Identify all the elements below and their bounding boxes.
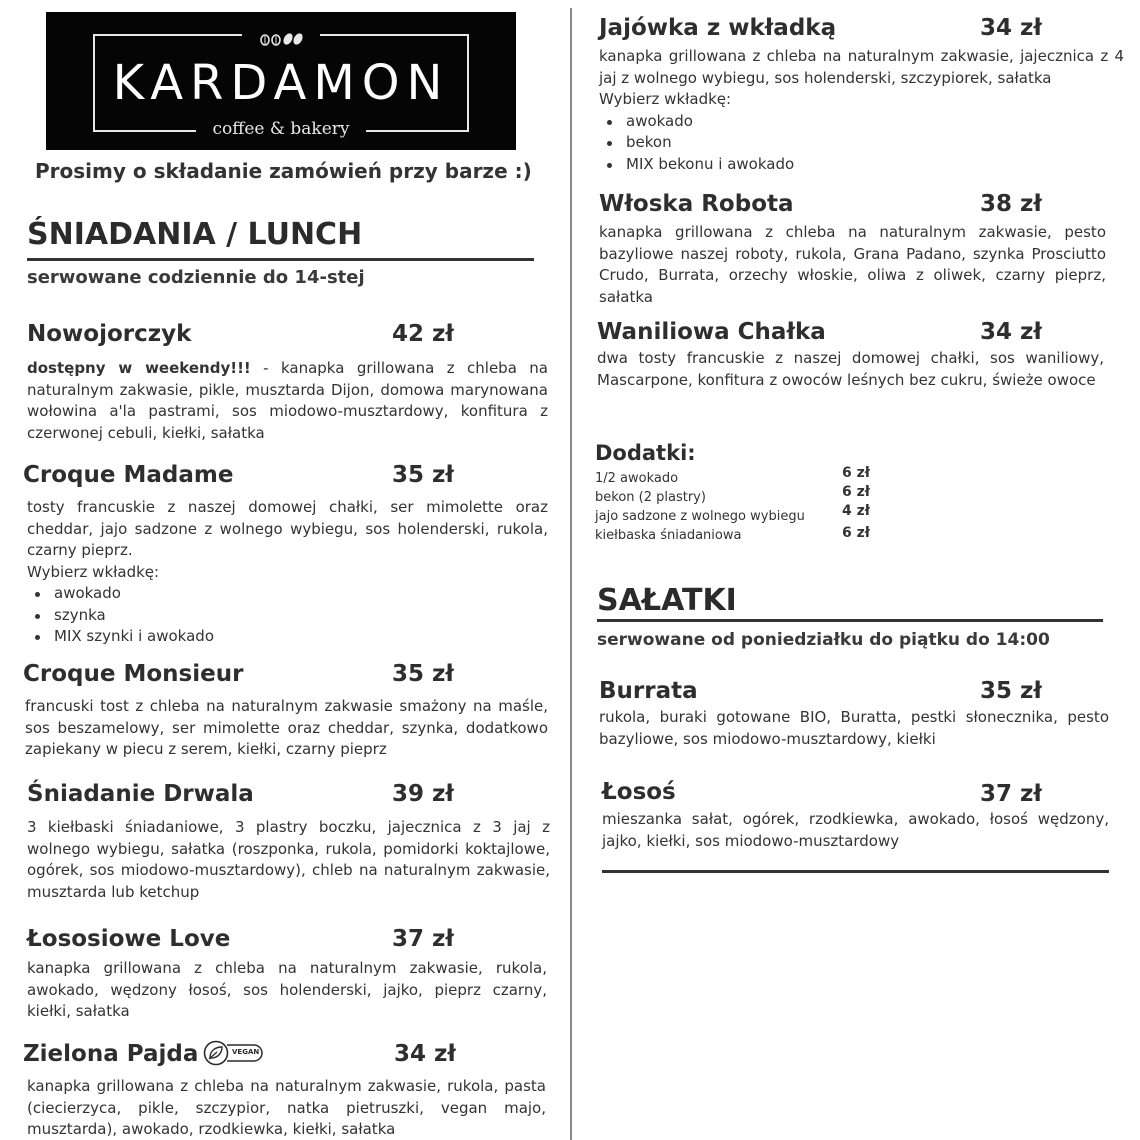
filling-option: MIX bekonu i awokado xyxy=(599,154,1124,176)
item-description: kanapka grillowana z chleba na naturalnym zakwasie, rukola, pasta (ciecierzyca, pikle, szczypior, natka pietruszki, vegan majo, musztarda), awokado, rzodkiewka, kiełki, sałatka xyxy=(27,1077,546,1138)
item-description: rukola, buraki gotowane BIO, Buratta, pestki słonecznika, pesto bazyliowe, sos miodowo-musztardowy, kiełki xyxy=(599,708,1109,748)
vegan-badge-label: VEGAN xyxy=(232,1048,260,1056)
item-name: Croque Madame xyxy=(23,462,234,488)
item-name: Jajówka z wkładką xyxy=(599,15,837,41)
filling-option: szynka xyxy=(27,605,548,627)
item-details xyxy=(599,46,1124,175)
item-name: Croque Monsieur xyxy=(23,661,244,687)
column-divider xyxy=(570,8,572,1140)
item-name: Burrata xyxy=(599,678,698,704)
salads-heading-rule xyxy=(597,619,1103,622)
kardamon-logo xyxy=(46,12,516,150)
item-price: 35 zł xyxy=(392,661,454,687)
addon-row xyxy=(595,467,875,486)
logo-name: KARDAMON xyxy=(112,55,450,111)
addon-name: bekon (2 plastry) xyxy=(595,490,706,505)
choose-filling-label: Wybierz wkładkę: xyxy=(27,562,160,581)
salads-end-rule xyxy=(602,870,1109,873)
vegan-badge xyxy=(202,1040,266,1066)
addon-price: 6 zł xyxy=(842,465,870,481)
filling-option: awokado xyxy=(599,111,1124,133)
item-description: dostępny w weekendy!!! - kanapka grillowana z chleba na naturalnym zakwasie, pikle, musztarda Dijon, domowa marynowana wołowina a'la pastrami, sos miodowo-musztardowy, konfitura z czerwonej cebuli, kiełki, sałatka xyxy=(27,359,548,442)
item-description: tosty francuskie z naszej domowej chałki, ser mimolette oraz cheddar, jajo sadzone z wolnego wybiegu, sos holenderski, rukola, czarny pieprz. xyxy=(27,498,548,559)
addon-price: 6 zł xyxy=(842,484,870,500)
item-description: mieszanka sałat, ogórek, rzodkiewka, awokado, łosoś wędzony, jajko, kiełki, sos miodowo-musztardowy xyxy=(602,810,1109,850)
breakfast-heading: ŚNIADANIA / LUNCH xyxy=(27,217,363,252)
breakfast-subheading: serwowane codziennie do 14-stej xyxy=(27,267,365,288)
item-description: kanapka grillowana z chleba na naturalnym zakwasie, pesto bazyliowe naszej roboty, rukola, Grana Padano, szynka Prosciutto Crudo, Burrata, orzechy włoskie, oliwa z oliwek, czarny pieprz, sałatka xyxy=(599,223,1106,306)
addon-row xyxy=(595,505,875,524)
addon-row xyxy=(595,486,875,505)
item-price: 37 zł xyxy=(980,781,1042,807)
addon-row xyxy=(595,524,875,543)
item-price: 34 zł xyxy=(394,1041,456,1067)
addon-name: 1/2 awokado xyxy=(595,471,679,486)
item-price: 35 zł xyxy=(392,462,454,488)
item-price: 34 zł xyxy=(980,15,1042,41)
item-price: 38 zł xyxy=(980,191,1042,217)
logo-subtitle: coffee & bakery xyxy=(212,119,350,139)
item-price: 37 zł xyxy=(392,926,454,952)
filling-option: bekon xyxy=(599,132,1124,154)
addons-list xyxy=(595,467,875,543)
item-details xyxy=(27,497,548,648)
filling-options xyxy=(599,111,1124,176)
item-price: 35 zł xyxy=(980,678,1042,704)
item-description: dwa tosty francuskie z naszej domowej chałki, sos waniliowy, Mascarpone, konfitura z owoców leśnych bez cukru, świeże owoce xyxy=(597,349,1104,389)
filling-option: MIX szynki i awokado xyxy=(27,626,548,648)
item-name: Nowojorczyk xyxy=(27,321,192,347)
addon-name: jajo sadzone z wolnego wybiegu xyxy=(595,509,805,524)
item-name: Łosoś xyxy=(602,779,676,805)
item-price: 42 zł xyxy=(392,321,454,347)
salads-heading: SAŁATKI xyxy=(597,583,737,618)
weekend-only-note: dostępny w weekendy!!! xyxy=(27,359,251,377)
filling-options xyxy=(27,583,548,648)
salads-subheading: serwowane od poniedziałku do piątku do 14:00 xyxy=(597,630,1050,650)
item-description: kanapka grillowana z chleba na naturalnym zakwasie, rukola, awokado, wędzony łosoś, sos holenderski, jajko, pieprz czarny, kiełki, sałatka xyxy=(27,959,547,1020)
item-price: 39 zł xyxy=(392,781,454,807)
order-at-bar-notice: Prosimy o składanie zamówień przy barze :) xyxy=(35,159,532,183)
filling-option: awokado xyxy=(27,583,548,605)
addon-name: kiełbaska śniadaniowa xyxy=(595,528,742,543)
addon-price: 4 zł xyxy=(842,503,870,519)
item-price: 34 zł xyxy=(980,319,1042,345)
choose-filling-label: Wybierz wkładkę: xyxy=(599,90,732,108)
addons-heading: Dodatki: xyxy=(595,441,696,465)
item-name: Śniadanie Drwala xyxy=(27,781,254,807)
breakfast-heading-rule xyxy=(27,258,534,261)
item-name: Zielona Pajda xyxy=(23,1041,199,1067)
addon-price: 6 zł xyxy=(842,525,870,541)
item-name: Waniliowa Chałka xyxy=(597,319,826,345)
item-description: francuski tost z chleba na naturalnym zakwasie smażony na maśle, sos beszamelowy, ser mimolette oraz cheddar, szynka, dodatkowo zapiekany w piecu z serem, kiełki, czarny pieprz xyxy=(25,697,548,758)
item-name: Włoska Robota xyxy=(599,191,794,217)
item-description: 3 kiełbaski śniadaniowe, 3 plastry boczku, jajecznica z 3 jaj z wolnego wybiegu, sałatka (roszponka, rukola, pomidorki koktajlowe, ogórek, sos miodowo-musztardowy), chleb na naturalnym zakwasie, musztarda lub ketchup xyxy=(27,818,550,901)
item-name: Łososiowe Love xyxy=(27,926,231,952)
coffee-beans-icon xyxy=(257,31,305,47)
item-description: kanapka grillowana z chleba na naturalnym zakwasie, jajecznica z 4 jaj z wolnego wybiegu, sos holenderski, szczypiorek, sałatka xyxy=(599,47,1124,87)
